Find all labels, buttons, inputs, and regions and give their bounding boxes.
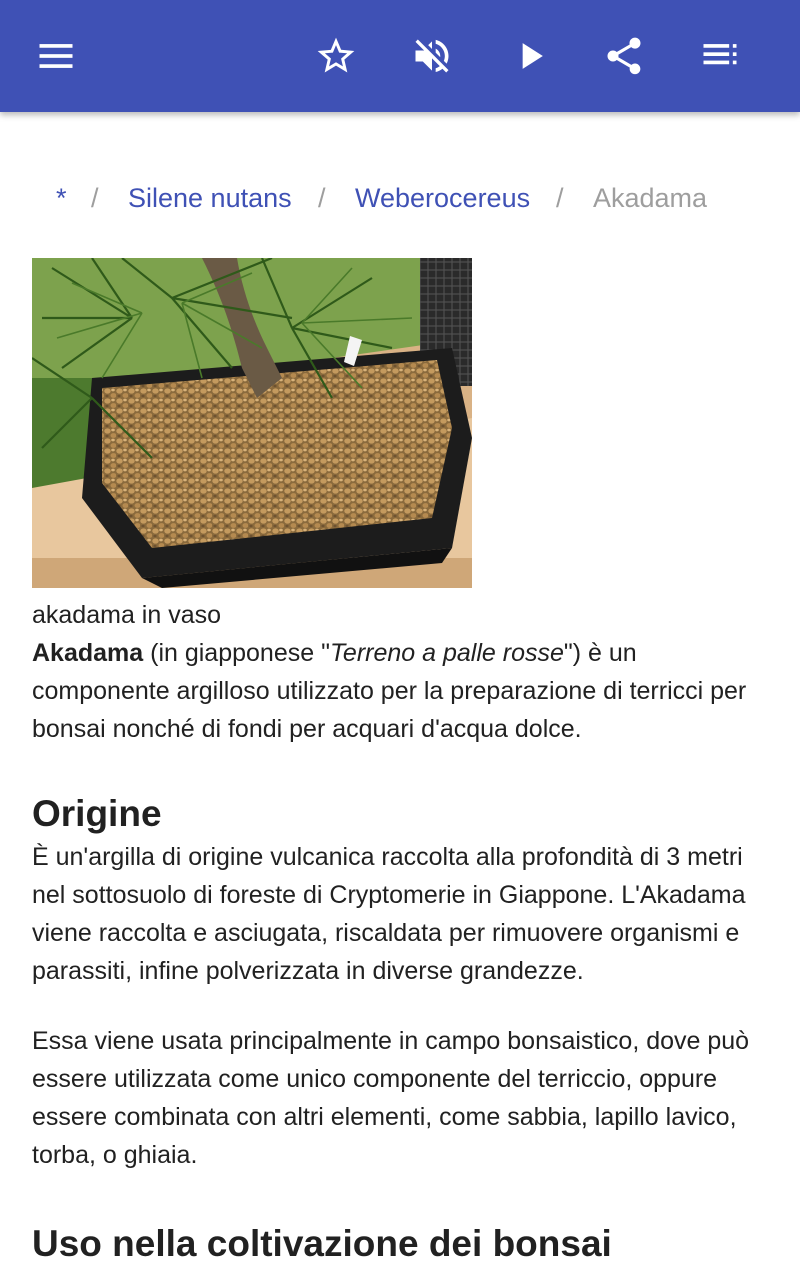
section-heading-origine: Origine: [32, 793, 162, 834]
breadcrumb-item-weberocereus[interactable]: Weberocereus: [355, 183, 531, 213]
share-icon: [602, 34, 646, 78]
article-content: [32, 596, 762, 1268]
menu-button[interactable]: [28, 28, 84, 84]
intro-italic: Terreno a palle rosse: [329, 639, 564, 667]
star-outline-icon: [314, 34, 358, 78]
breadcrumb-separator: /: [91, 183, 99, 213]
akadama-pot-photo: [32, 258, 472, 588]
section-paragraph: Essa viene usata principalmente in campo bonsaistico, dove può essere utilizzata come unico componente del terriccio, oppure essere combinata con altri elementi, come sabbia, lapillo lavico, torba, o ghiaia.: [32, 1027, 750, 1169]
article-image[interactable]: [32, 258, 472, 588]
play-button[interactable]: [502, 28, 558, 84]
section-paragraph: È un'argilla di origine vulcanica raccolta alla profondità di 3 metri nel sottosuolo di foreste di Cryptomerie in Giappone. L'Akadama viene raccolta e asciugata, riscaldata per rimuovere organismi e parassiti, infine polverizzata in diverse grandezze.: [32, 843, 746, 985]
share-button[interactable]: [596, 28, 652, 84]
menu-icon: [34, 34, 78, 78]
mute-button[interactable]: [404, 28, 460, 84]
volume-off-icon: [410, 34, 454, 78]
breadcrumb-item-silene-nutans[interactable]: Silene nutans: [128, 183, 292, 213]
breadcrumb-current: Akadama: [593, 183, 708, 213]
contents-button[interactable]: [692, 28, 748, 84]
breadcrumb: [0, 178, 800, 222]
intro-text-b: ") è un componente argilloso utilizzato per la preparazione di terricci per bonsai nonché di fondi per acquari d'acqua dolce.: [32, 639, 747, 743]
play-icon: [508, 34, 552, 78]
image-caption: akadama in vaso: [32, 601, 222, 629]
section-heading-uso: Uso nella coltivazione dei bonsai: [32, 1223, 612, 1264]
intro-term: Akadama: [32, 639, 144, 667]
intro-text-a: (in giapponese ": [143, 639, 330, 667]
breadcrumb-separator: /: [318, 183, 326, 213]
breadcrumb-home[interactable]: *: [56, 183, 67, 213]
playlist-icon: [698, 34, 742, 78]
app-bar: [0, 0, 800, 112]
favorite-button[interactable]: [308, 28, 364, 84]
breadcrumb-separator: /: [556, 183, 564, 213]
intro-paragraph: [32, 634, 762, 748]
